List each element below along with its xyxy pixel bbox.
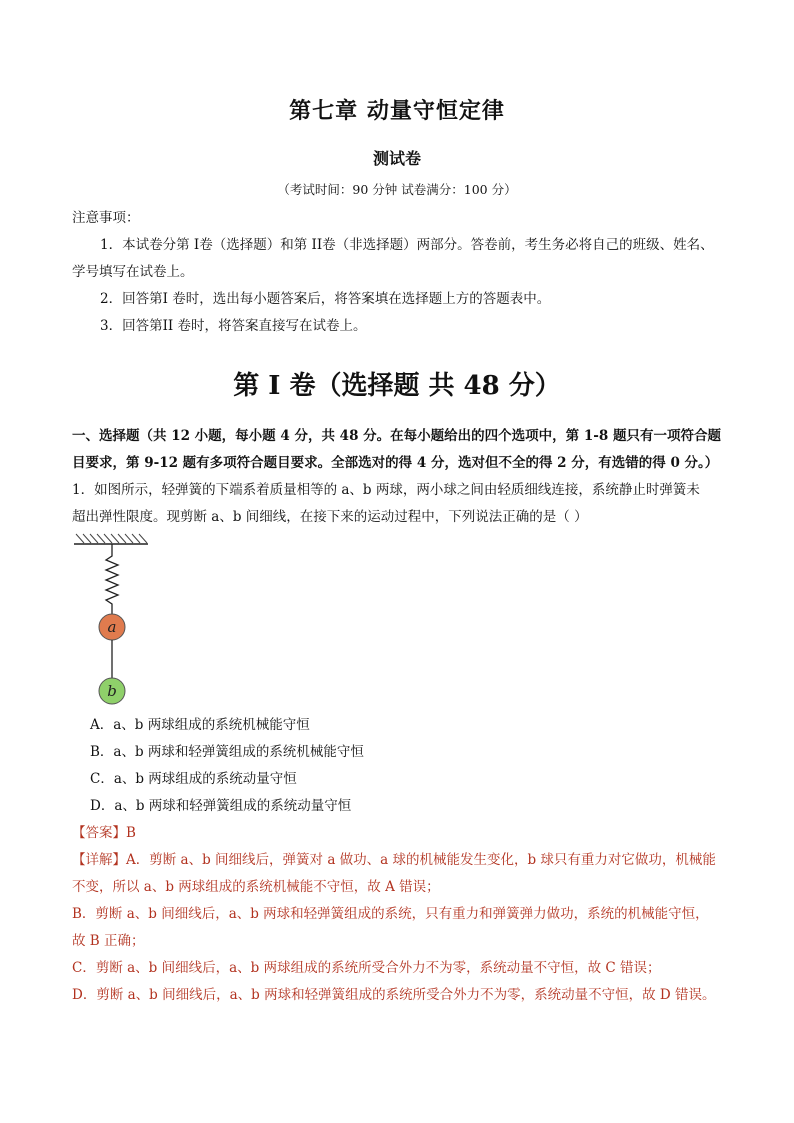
explanation-line-2: 不变，所以 a、b 两球组成的系统机械能不守恒，故 A 错误； (72, 879, 440, 895)
ball-b-label: b (107, 682, 117, 700)
spring-balls-diagram (72, 530, 162, 710)
explanation-line-4: 故 B 正确； (72, 933, 145, 949)
part-1-title: 第 I 卷（选择题 共 48 分） (233, 371, 561, 401)
chapter-title: 第七章 动量守恒定律 (289, 98, 505, 124)
note-3: 3．回答第II 卷时，将答案直接写在试卷上。 (100, 318, 367, 334)
option-a[interactable]: A．a、b 两球组成的系统机械能守恒 (90, 717, 310, 733)
option-b[interactable]: B．a、b 两球和轻弹簧组成的系统机械能守恒 (90, 744, 364, 760)
test-subtitle: 测试卷 (372, 149, 421, 168)
explanation-line-1: 【详解】A．剪断 a、b 间细线后，弹簧对 a 做功、a 球的机械能发生变化，b 球只有重力对它做功，机械能 (72, 852, 716, 868)
question-1-stem-line-1: 1．如图所示，轻弹簧的下端系着质量相等的 a、b 两球，两小球之间由轻质细线连接，系统静止时弹簧未 (72, 482, 700, 498)
explanation-line-3: B．剪断 a、b 间细线后，a、b 两球和轻弹簧组成的系统，只有重力和弹簧弹力做功，系统的机械能守恒， (72, 906, 709, 922)
spring-balls-figure (72, 530, 162, 714)
option-c[interactable]: C．a、b 两球组成的系统动量守恒 (90, 771, 297, 787)
question-1-stem-line-2: 超出弹性限度。现剪断 a、b 间细线，在接下来的运动过程中，下列说法正确的是（ ） (72, 509, 588, 525)
note-2: 2．回答第I 卷时，选出每小题答案后，将答案填在选择题上方的答题表中。 (100, 291, 551, 307)
note-1-line-1: 1．本试卷分第 I卷（选择题）和第 II卷（非选择题）两部分。答卷前，考生务必将自己的班级、姓名、 (100, 237, 714, 253)
ball-a-label: a (107, 618, 117, 636)
explanation-line-6: D．剪断 a、b 间细线后，a、b 两球和轻弹簧组成的系统所受合外力不为零，系统动量不守恒，故 D 错误。 (72, 987, 716, 1003)
notes-heading: 注意事项： (72, 210, 140, 226)
ceiling-hatching (74, 534, 148, 544)
exam-time-info: （考试时间：90 分钟 试卷满分：100 分） (277, 182, 517, 197)
section-1-instructions-line-1: 一、选择题（共 12 小题，每小题 4 分，共 48 分。在每小题给出的四个选项中，第 1-8 题只有一项符合题 (72, 428, 721, 444)
spring (106, 544, 118, 614)
explanation-line-5: C．剪断 a、b 间细线后，a、b 两球组成的系统所受合外力不为零，系统动量不守恒，故 C 错误； (72, 960, 661, 976)
note-1-line-2: 学号填写在试卷上。 (72, 264, 194, 280)
answer-label: 【答案】B (72, 825, 136, 841)
option-d[interactable]: D．a、b 两球和轻弹簧组成的系统动量守恒 (90, 798, 352, 814)
section-1-instructions-line-2: 目要求，第 9-12 题有多项符合题目要求。全部选对的得 4 分，选对但不全的得 2 分，有选错的得 0 分。） (72, 455, 719, 471)
